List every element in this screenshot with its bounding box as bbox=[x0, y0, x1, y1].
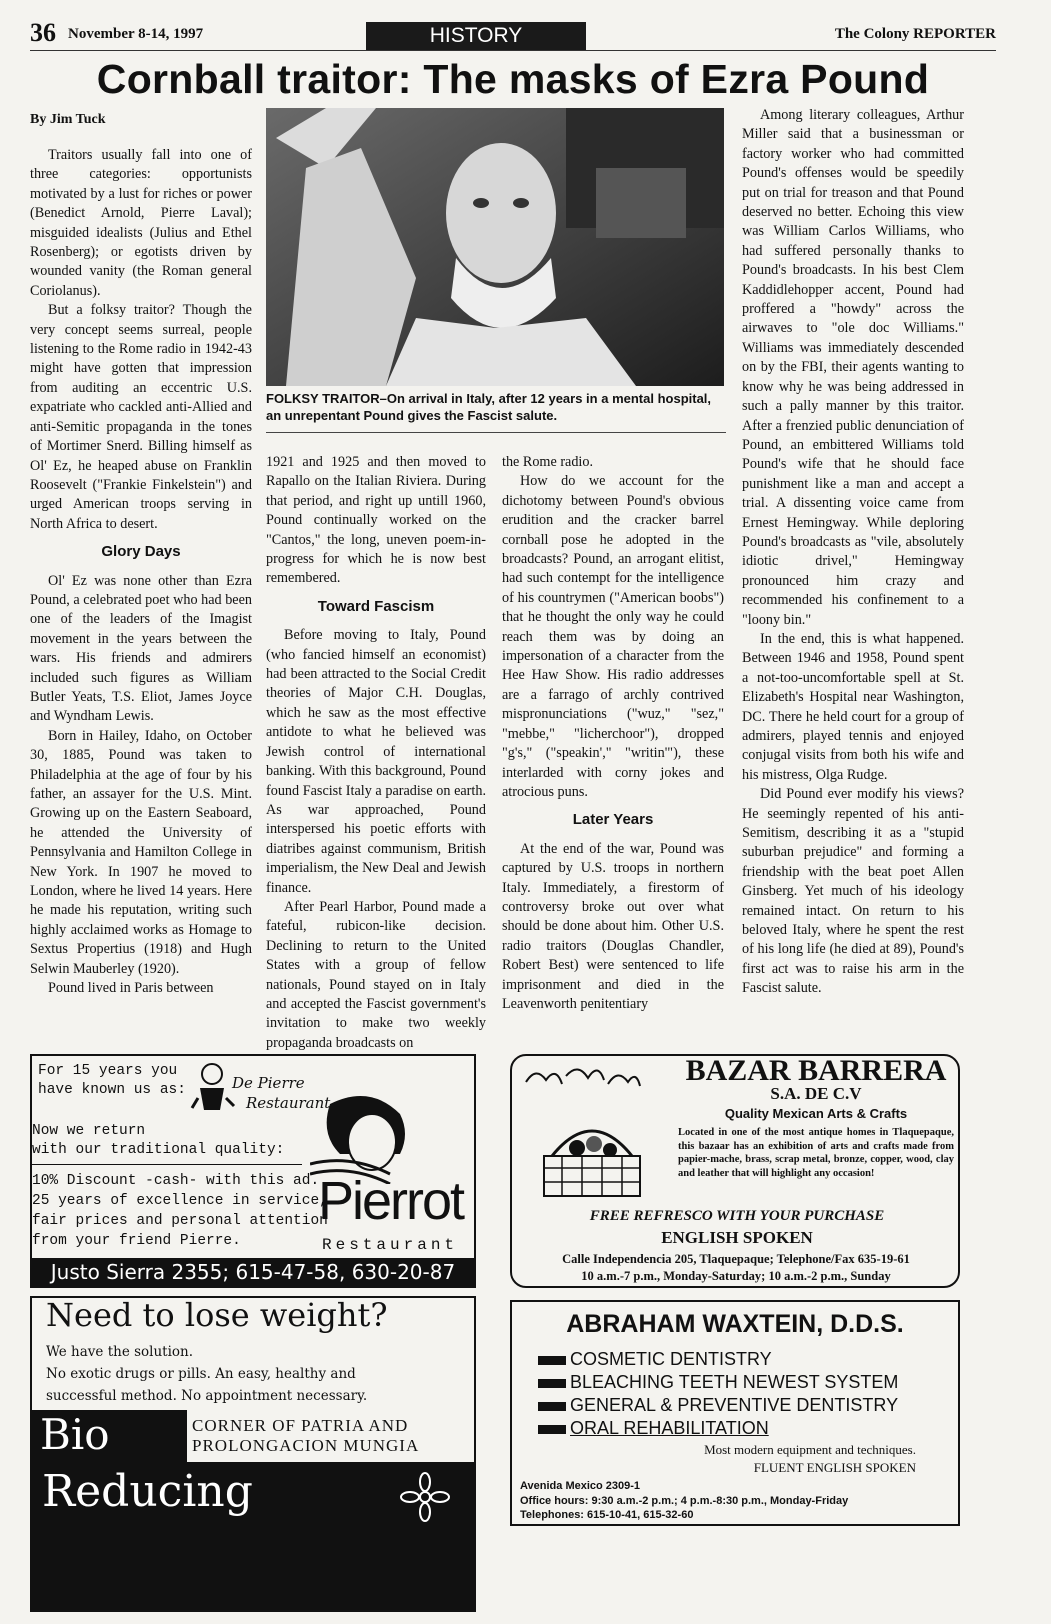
pierrot-restaurant-ad bbox=[30, 1054, 476, 1288]
subhead-toward-fascism: Toward Fascism bbox=[317, 597, 435, 615]
ad-text: have known us as: bbox=[38, 1082, 186, 1098]
dentist-title: ABRAHAM WAXTEIN, D.D.S. bbox=[566, 1310, 904, 1338]
subhead-later-years: Later Years bbox=[572, 811, 654, 829]
article-column-4 bbox=[742, 106, 964, 999]
ezra-pound-photo bbox=[266, 108, 724, 386]
bullet-bar bbox=[538, 1402, 566, 1411]
weight-ad-title: Need to lose weight? bbox=[46, 1296, 388, 1334]
basket-icon bbox=[532, 1106, 652, 1206]
dentist-services-list bbox=[538, 1348, 898, 1440]
pierrot-address-bar: Justo Sierra 2355; 615-47-58, 630-20-87 bbox=[32, 1258, 474, 1286]
ad-text: from your friend Pierre. bbox=[32, 1233, 241, 1249]
flower-icon bbox=[400, 1472, 450, 1522]
bullet-bar bbox=[538, 1356, 566, 1365]
dentist-ad bbox=[510, 1300, 960, 1526]
paragraph: In the end, this is what happened. Between 1946 and 1958, Pound spent a not-too-uncomfortable spell at St. Elizabeth's Hospital near Washington, DC. There he held court for a group of admirers, played tennis and enjoyed conjugal visits from both his wife and his mistress, Olga Rudge. bbox=[742, 630, 964, 783]
photo-illustration bbox=[266, 108, 724, 386]
dentist-phones: Telephones: 615-10-41, 615-32-60 bbox=[520, 1509, 694, 1521]
dentist-fluent-english: FLUENT ENGLISH SPOKEN bbox=[753, 1460, 916, 1475]
paragraph: 1921 and 1925 and then moved to Rapallo on the Italian Riviera. During that period, and right up untill 1960, Pound continually worked on the "Cantos," the long, uneven poem-in-progress for which he is now best remembered. bbox=[266, 454, 486, 587]
chef-icon bbox=[190, 1058, 236, 1116]
service-label: COSMETIC DENTISTRY bbox=[570, 1349, 772, 1369]
newspaper-name: The Colony REPORTER bbox=[834, 26, 996, 42]
paragraph: Among literary colleagues, Arthur Miller said that a businessman or factory worker who had committed Pound's offenses would be speedily put on trial for treason and that Pound deserved no better. Echoing this view was William Carlos Williams, who had suffered personally thanks to Pound's broadcasts. In his best Clem Kaddidlehopper accent, Pound had proffered a "howdy" across the airwaves to "ole doc Williams." Williams was immediately descended on by the FBI, their agents wanting to know why he was being addressed in such a pally manner by this traitor. After a frenzied public denunciation of Pound, an embittered Williams told Pound's wife that he should face punishment like a man and accept a trial. A dissenting voice came from Ernest Hemingway. While deploring Pound's broadcasts as "vile, absolutely idiotic drivel," Hemingway pronounced him crazy and recommended his confinement to a "loony bin." bbox=[742, 107, 964, 628]
article-column-3 bbox=[502, 453, 724, 1014]
ad-text: For 15 years you bbox=[38, 1063, 178, 1079]
dentist-hours: Office hours: 9:30 a.m.-2 p.m.; 4 p.m.-8:30 p.m., Monday-Friday bbox=[520, 1495, 849, 1507]
issue-date: November 8-14, 1997 bbox=[68, 26, 204, 42]
dentist-equipment: Most modern equipment and techniques. bbox=[704, 1442, 916, 1457]
paragraph: Traitors usually fall into one of three categories: opportunists motivated by a lust for riches or power (Benedict Arnold, Pierre Laval); misguided idealists (Julius and Ethel Rosenberg); or egotists driven by wounded vanity (the Roman general Coriolanus). bbox=[30, 147, 252, 299]
header-rule bbox=[30, 50, 996, 51]
section-label: HISTORY bbox=[366, 22, 586, 50]
bazar-title: BAZAR BARRERA bbox=[685, 1054, 947, 1087]
service-label: ORAL REHABILITATION bbox=[570, 1418, 769, 1438]
weight-ad-text: We have the solution. bbox=[46, 1344, 194, 1360]
photo-caption: FOLKSY TRAITOR–On arrival in Italy, after 12 years in a mental hospital, an unrepentant Pound gives the Fascist salute. bbox=[266, 391, 712, 423]
pierrot-brand: Pierrot bbox=[318, 1171, 464, 1231]
caption-rule bbox=[266, 432, 726, 433]
paragraph: After Pearl Harbor, Pound made a fateful, rubicon-like decision. Declining to return to the United States with a group of fellow nationals, Pound stayed on in Italy and accepted the Fascist government's invitation to make two weekly propaganda broadcasts on bbox=[266, 898, 486, 1051]
bio-reducing-ad bbox=[30, 1296, 476, 1612]
article-column-2 bbox=[266, 453, 486, 1053]
paragraph: Did Pound ever modify his views? He seemingly repented of his anti-Semitism, describing it as a "stupid suburban prejudice" and forming a friendship with the beat poet Allen Ginsberg. Yet much of his ideology remained intact. On return to his beloved Italy, where he spent the rest of his long life (he died at 89), Pound's first act was to raise his arm in the Fascist salute. bbox=[742, 786, 964, 997]
dentist-service-item bbox=[538, 1394, 898, 1417]
article-byline: By Jim Tuck bbox=[30, 112, 106, 127]
reducing-label: Reducing bbox=[42, 1466, 253, 1517]
ad-divider bbox=[32, 1164, 302, 1165]
weight-ad-text: No exotic drugs or pills. An easy, healthy and bbox=[46, 1366, 356, 1382]
article-headline: Cornball traitor: The masks of Ezra Pound bbox=[96, 56, 930, 102]
bazar-description: Located in one of the most antique homes in Tlaquepaque, this bazaar has an exhibition of arts and crafts made from papier-mache, brass, scrap metal, bronze, copper, wood, clay and leather that will highlight any occasion! bbox=[678, 1127, 954, 1179]
ad-text: 25 years of excellence in service, bbox=[32, 1193, 328, 1209]
bazar-subtitle: S.A. DE C.V bbox=[770, 1084, 862, 1103]
paragraph: the Rome radio. bbox=[502, 454, 594, 470]
bullet-bar bbox=[538, 1425, 566, 1434]
bazar-address: Calle Independencia 205, Tlaquepaque; Telephone/Fax 635-19-61 bbox=[562, 1252, 910, 1266]
service-label: GENERAL & PREVENTIVE DENTISTRY bbox=[570, 1395, 899, 1415]
paragraph: Pound lived in Paris between bbox=[48, 980, 214, 997]
birds-icon bbox=[522, 1062, 642, 1098]
dentist-service-item bbox=[538, 1371, 898, 1394]
reducing-block bbox=[32, 1462, 474, 1610]
paragraph: But a folksy traitor? Though the very concept seems surreal, people listening to the Rome radio in 1942-43 might have gotten that impression from auditing an eccentric U.S. expatriate who cackled anti-Allied and anti-Semitic propaganda in the tones of Mortimer Snerd. Billing himself as Ol' Ez, he heaped abuse on Franklin Roosevelt ("Frankie Finkelstein") and urged American troops serving in North Africa to desert. bbox=[30, 302, 252, 532]
bazar-english-spoken: ENGLISH SPOKEN bbox=[661, 1228, 813, 1247]
page-number: 36 bbox=[30, 18, 56, 47]
paragraph: Born in Hailey, Idaho, on October 30, 1885, Pound was taken to Philadelphia at the age of four by his father, an assayer for the U.S. Mint. Growing up on the Eastern Seaboard, he attended the University of Pennsylvania and Hamilton College in New York. In 1907 he moved to London, where he lived 14 years. Here he made his reputation, writing such highly acclaimed works as Homage to Sextus Propertius (1918) and Hugh Selwin Mauberley (1920). bbox=[30, 727, 252, 977]
bio-label: Bio bbox=[40, 1410, 110, 1459]
ad-text: fair prices and personal attention bbox=[32, 1213, 328, 1229]
weight-ad-text: successful method. No appointment necessary. bbox=[46, 1388, 368, 1404]
bio-block bbox=[32, 1410, 187, 1462]
ad-text: 10% Discount -cash- with this ad. bbox=[32, 1173, 320, 1189]
weight-corner-line1: CORNER OF PATRIA AND bbox=[192, 1416, 409, 1435]
de-pierre-logo-line1: De Pierre bbox=[232, 1074, 305, 1092]
weight-corner-line2: PROLONGACION MUNGIA bbox=[192, 1436, 420, 1455]
pierrot-brand-sub: Restaurant bbox=[322, 1236, 459, 1254]
subhead-glory-days: Glory Days bbox=[101, 543, 181, 561]
dentist-service-item bbox=[538, 1417, 898, 1440]
paragraph: Ol' Ez was none other than Ezra Pound, a celebrated poet who had been one of the leaders of the Imagist movement in the years between the wars. His friends and admirers included such figures as William Butler Yeats, T.S. Eliot, James Joyce and Wyndham Lewis. bbox=[30, 572, 252, 725]
bazar-tagline: Quality Mexican Arts & Crafts bbox=[724, 1106, 908, 1121]
ad-text: Now we return bbox=[32, 1123, 146, 1139]
ad-text: with our traditional quality: bbox=[32, 1142, 285, 1158]
de-pierre-logo-line2: Restaurant bbox=[246, 1094, 331, 1112]
dentist-service-item bbox=[538, 1348, 898, 1371]
paragraph: Before moving to Italy, Pound (who fancied himself an economist) had been attracted to the Social Credit theories of Major C.H. Douglas, which he saw as the most effective antidote to what he believed was Jewish control of international banking. With this background, Pound found Fascist Italy a paradise on earth. As war approached, Pound interspersed his poetic efforts with diatribes against communism, British imperialism, the New Deal and Jewish finance. bbox=[266, 627, 486, 896]
bazar-barrera-ad bbox=[510, 1054, 960, 1288]
dentist-address: Avenida Mexico 2309-1 bbox=[520, 1480, 641, 1492]
bullet-bar bbox=[538, 1379, 566, 1388]
paragraph: At the end of the war, Pound was captured by U.S. troops in northern Italy. Immediately, a firestorm of controversy broke out over what should be done about him. Other U.S. radio traitors (Douglas Chandler, Robert Best) were sentenced to life imprisonment and died in the Leavenworth penitentiary bbox=[502, 840, 724, 1012]
paragraph: How do we account for the dichotomy between Pound's obvious erudition and the cracker barrel cornball pose he adopted in the broadcasts? Pound, an arrogant elitist, had such contempt for the intelligence of his countrymen ("American boobs") that he thought the only way he could reach them was by doing an impersonation of a character from the Hee Haw Show. His radio addresses are a farrago of archly contrived mispronunciations ("wuz," "sez," "mebbe," "licherchoor"), dropped "g's," ("speakin'," "writin'"), these interlarded with corny jokes and atrocious puns. bbox=[502, 473, 724, 800]
bazar-hours: 10 a.m.-7 p.m., Monday-Saturday; 10 a.m.-2 p.m., Sunday bbox=[581, 1269, 891, 1283]
bazar-free-refresco: FREE REFRESCO WITH YOUR PURCHASE bbox=[589, 1208, 885, 1224]
service-label: BLEACHING TEETH NEWEST SYSTEM bbox=[570, 1372, 899, 1392]
article-column-1 bbox=[30, 146, 252, 998]
